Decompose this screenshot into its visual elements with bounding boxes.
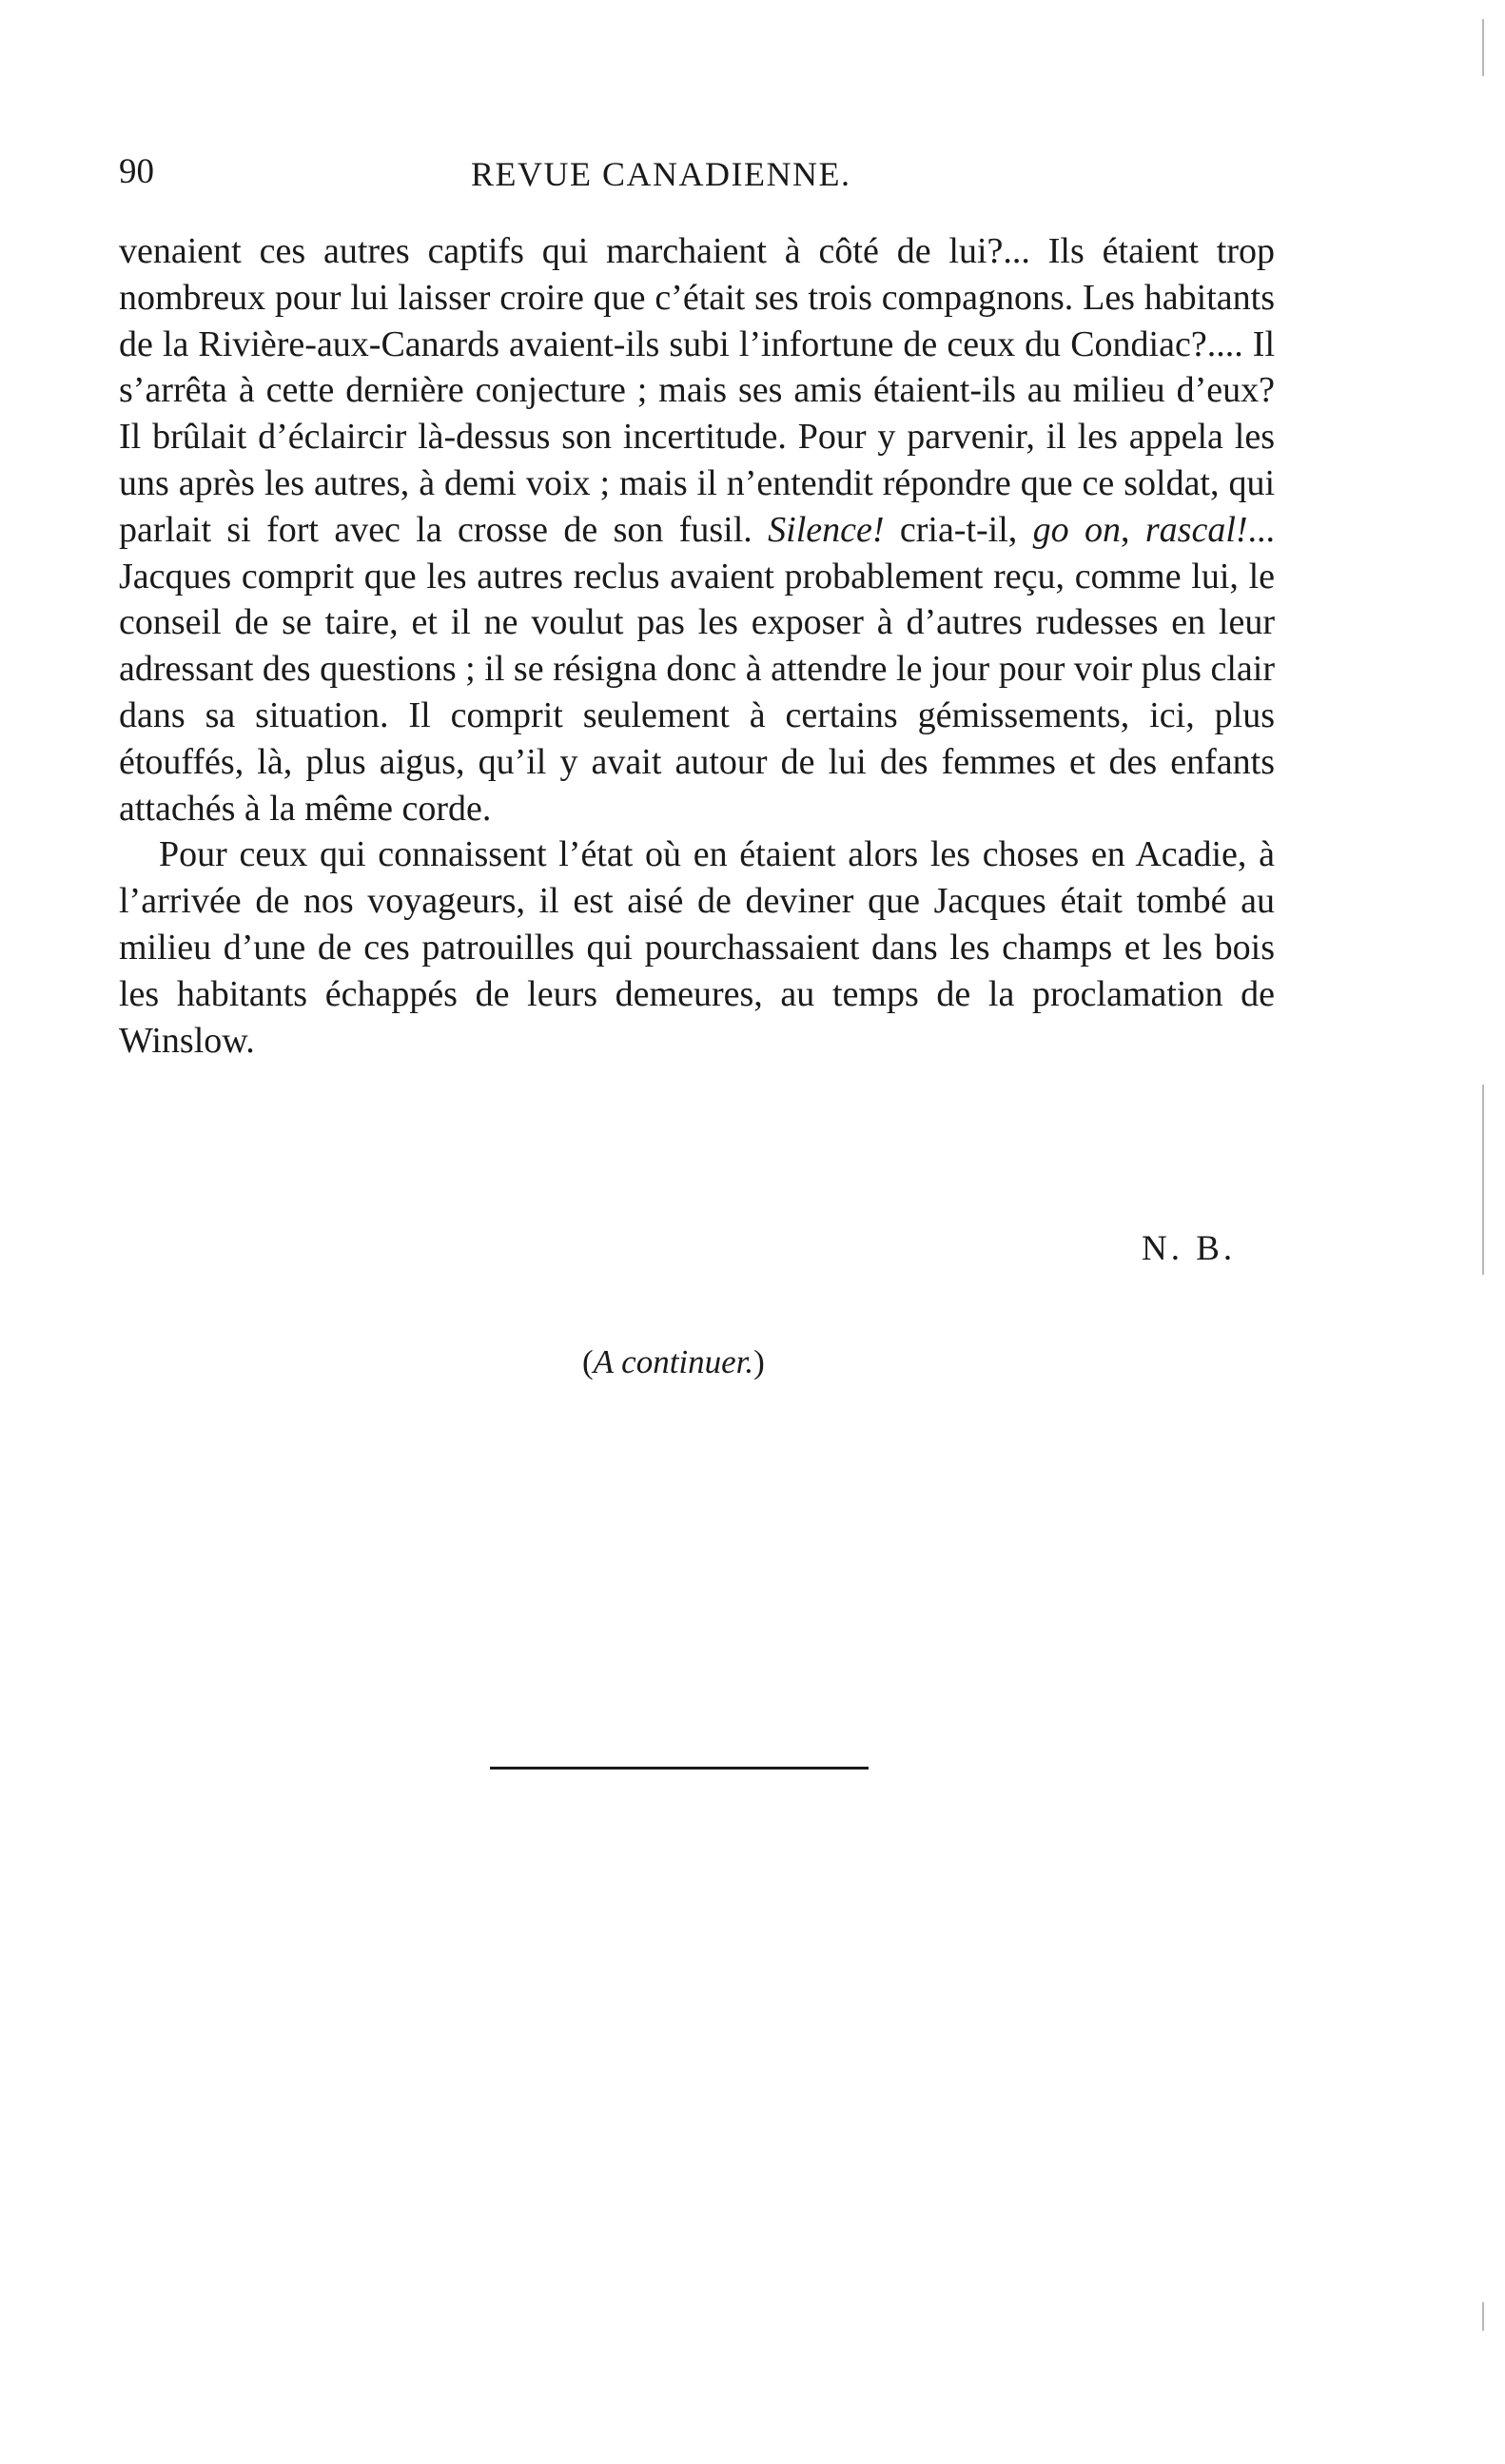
running-head: REVUE CANADIENNE. bbox=[471, 155, 851, 193]
continued-close-paren: ) bbox=[753, 1343, 765, 1380]
paragraph-1-text-b: cria-t-il, bbox=[884, 509, 1033, 550]
scan-edge-mark bbox=[1482, 2302, 1484, 2331]
continued-open-paren: ( bbox=[582, 1343, 594, 1380]
paragraph-1-text-c: , bbox=[1121, 509, 1145, 550]
page-number: 90 bbox=[119, 152, 154, 191]
continued-italic-text: A continuer. bbox=[593, 1343, 754, 1380]
scan-edge-mark bbox=[1482, 1085, 1484, 1275]
paragraph-1-text-a: venaient ces autres captifs qui marchaient à côté de lui?... Ils étaient trop nombreux pour lui laisser croire que c’était ses trois compagnons. Les habitants de la Rivière-aux-Canards avaient-ils subi l’infortune de ceux du Condiac?.... Il s’arrêta à cette dernière conjecture ; mais ses amis étaient-ils au milieu d’eux? Il brûlait d’éclaircir là-dessus son incertitude. Pour y parvenir, il les appela les uns après les autres, à demi voix ; mais il n’entendit répondre que ce soldat, qui parlait si fort avec la crosse de son fusil. bbox=[119, 231, 1275, 550]
author-signature: N. B. bbox=[1142, 1229, 1237, 1268]
italic-go-on: go on bbox=[1032, 509, 1122, 550]
scan-edge-mark bbox=[1482, 19, 1484, 76]
paragraph-1 bbox=[119, 228, 1275, 831]
italic-rascal: rascal! bbox=[1144, 509, 1248, 550]
article-body bbox=[119, 228, 1275, 1064]
paragraph-1-text-d: ... Jacques comprit que les autres reclus avaient probablement reçu, comme lui, le conseil de se taire, et il ne voulut pas les exposer à d’autres rudesses en leur adressant des questions ; il se résigna donc à attendre le jour pour voir plus clair dans sa situation. Il comprit seulement à certains gémissements, ici, plus étouffés, là, plus aigus, qu’il y avait autour de lui des femmes et des enfants attachés à la même corde. bbox=[119, 509, 1276, 829]
end-rule-divider bbox=[490, 1767, 869, 1770]
italic-silence: Silence! bbox=[768, 509, 885, 550]
to-be-continued-note bbox=[582, 1345, 765, 1379]
paragraph-2: Pour ceux qui connaissent l’état où en étaient alors les choses en Acadie, à l’arrivée de nos voyageurs, il est aisé de deviner que Jacques était tombé au milieu d’une de ces patrouilles qui pourchassaient dans les champs et les bois les habitants échappés de leurs demeures, au temps de la proclamation de Winslow. bbox=[119, 834, 1275, 1061]
